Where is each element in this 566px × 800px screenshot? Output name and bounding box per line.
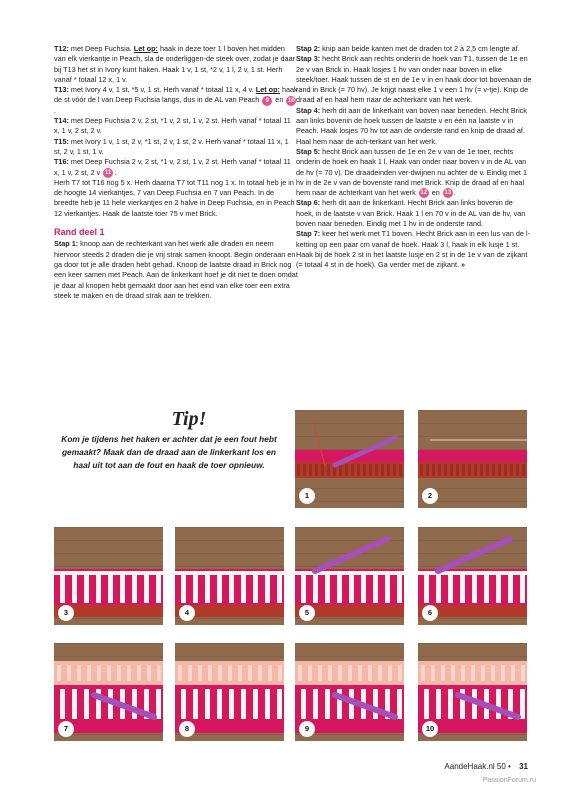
photo-number-badge: 5 (299, 605, 315, 621)
continue-arrow-icon: » (461, 260, 466, 270)
t12-text-a: met Deep Fuchsia. (68, 44, 134, 53)
section-title-rand-deel-1: Rand deel 1 (54, 227, 105, 238)
photo-number-badge: 7 (58, 721, 74, 737)
photo-3 (54, 527, 163, 625)
photo-2 (418, 410, 527, 508)
tip-title: Tip! (171, 408, 207, 430)
t13-text-a: met Ivory 4 v, 1 st, *5 v, 1 st. Herh vanaf * totaal 11 x, 4 v. (68, 85, 256, 95)
stap2-paragraph (296, 44, 532, 54)
t13-en: en (273, 95, 286, 105)
photo-ref-9: 9 (262, 96, 272, 106)
photo-number-badge: 3 (58, 605, 74, 621)
t13-paragraph: T13: met Ivory 4 v, 1 st, *5 v, 1 st. Herh vanaf * totaal 11 x, 4 v. Let op: haak de st vóór de l van Deep Fuchsia langs, dus in de AL van Peach 9 en 10. (54, 85, 298, 115)
photo-ref-11: 11 (105, 169, 112, 176)
t13-let-op: Let op: (255, 85, 280, 95)
photo-number-badge: 9 (299, 721, 315, 737)
tip-box (54, 408, 284, 472)
tip-text: Kom je tijdens het haken er achter dat je een fout hebt gemaakt? Maak dan de draad aan de linkerkant los en haal uit tot aan de fout en haak de toer opnieuw. (61, 434, 277, 470)
stap5-text: hecht Brick aan tussen de 1e en 2e v van de 1e toer, rechts onderin de hoek en haak 1 l. Haak van onder naar boven v in de AL van de hv (= 70 v). De draadeinden ver-dwijnen nu achter de v. Eindig met 1 hv in de 2e v van de bovenste rand met Brick. Knip de draad af en haal hem naar de achterkant van het werk (296, 146, 527, 198)
photo-number-badge: 8 (179, 721, 195, 737)
t15-text: met Ivory 1 v, 1 st, 2 v, *1 st, 2 v, 1 st, 2 v. Herh vanaf * totaal 11 x, 1 st, 2 v, 1 st, 1 v. (54, 136, 289, 156)
stap3-label: Stap 3: (296, 54, 321, 64)
t15-paragraph (54, 137, 298, 158)
right-text-column (296, 44, 532, 271)
photo-number-badge: 1 (299, 488, 315, 504)
t16-label: T16: (54, 157, 69, 167)
t14-text: met Deep Fuchsia 2 v, 2 st, *1 v, 2 st, 1 v, 2 st. Herh vanaf * totaal 11 x, 1 v, 2 st, 2 v. (54, 116, 291, 136)
photo-8 (175, 643, 284, 741)
stap1-text: knoop aan de rechterkant van het werk alle draden en neem hiervoor steeds 2 draden die je vrij strak samen knoopt. Begin onderaan en ga door tot je alle draden hebt gehad. Knoop de laatste draad in Brick nog een keer samen met Peach. Aan de linkerkant hoef je dit niet te doen omdat je daar al knopen hebt gemaakt door aan het eind van elke toer een extra steek te maken en de draad strak aan te trekken. (54, 239, 298, 300)
photo-ref-13: 13 (444, 190, 452, 197)
page-footer (444, 762, 528, 771)
herh-paragraph: Herh T7 tot T16 nog 5 x. Herh daarna T7 tot T11 nog 1 x. In totaal heb je in de hoogte 14 vierkantjes, 7 van Deep Fuchsia en 7 van Peach. In de breedte heb je 11 hele vierkantjes en 2 halve in Deep Fuchsia, en in Peach 12 vierkantjes. Haak de laatste toer 75 v met Brick. (54, 177, 295, 218)
photo-number-badge: 4 (179, 605, 195, 621)
photo-1 (295, 410, 404, 508)
stap1-paragraph (54, 239, 298, 301)
photo-6 (418, 527, 527, 625)
photo-9 (295, 643, 404, 741)
photo-ref-10: 10 (288, 97, 295, 104)
stap2-text: knip aan beide kanten met de draden tot 2 à 2,5 cm lengte af. (320, 44, 520, 53)
t12-label: T12: (54, 44, 69, 53)
stap5-label: Stap 5: (296, 146, 321, 156)
photo-number-badge: 6 (422, 605, 438, 621)
photo-ref-12: 12 (420, 190, 428, 197)
stap3-paragraph (296, 54, 532, 105)
photo-7 (54, 643, 163, 741)
t12-paragraph (54, 44, 298, 85)
stap6-label: Stap 6: (296, 198, 321, 208)
stap3-text: hecht Brick aan rechts onderin de hoek van T1, tussen de 1e en 2e v van Brick in. Haak losjes 1 hv van onder naar boven in elke steek/toer. Haak tussen de st en de 1e v in en haak door tot bovenaan de rand in Brick (= 70 hv). Je krijgt naast elke 1 v een 1 hv (= v-tje). Knip de draad af en haal hem naar de achterkant van het werk. (296, 54, 532, 105)
t12-text-b: haak in deze toer 1 l boven het midden van elk vierkantje in Peach, sla de onderliggen-de steek over, zodat je daar bij T13 het st in Ivory kunt haken. Haak 1 v, 1 st, *2 v, 1 l, 2 v, 1 st. Herh vanaf * totaal 12 x, 1 v. (54, 44, 296, 84)
stap7-label: Stap 7: (296, 229, 321, 239)
stap1-label: Stap 1: (54, 239, 79, 249)
photo-number-badge: 10 (422, 721, 438, 737)
stap6-paragraph (296, 198, 532, 229)
stap4-paragraph (296, 106, 532, 147)
stap5-paragraph: Stap 5: hecht Brick aan tussen de 1e en 2e v van de 1e toer, rechts onderin de hoek en haak 1 l. Haak van onder naar boven v in de AL van de hv (= 70 v). De draadeinden ver-dwijnen nu achter de v. Eindig met 1 hv in de 2e v van de bovenste rand met Brick. Knip de draad af en haal hem naar de achterkant van het werk 12 en 13 . (296, 146, 527, 198)
t16-paragraph: T16: met Deep Fuchsia 2 v, 2 st, *1 v, 2 st, 1 v, 2 st. Herh vanaf * totaal 11 x, 1 v, 2 st, 2 v 11 . (54, 157, 291, 177)
footer-site: AandeHaak.nl 50 (444, 762, 506, 771)
watermark: PassionForum.ru (482, 777, 536, 784)
stap4-label: Stap 4: (296, 105, 321, 115)
photo-4 (175, 527, 284, 625)
photo-number-badge: 2 (422, 488, 438, 504)
t16-text: met Deep Fuchsia 2 v, 2 st, *1 v, 2 st, 1 v, 2 st. Herh vanaf * totaal 11 x, 1 v, 2 st, 2 v (54, 157, 291, 177)
page-number: 31 (519, 762, 528, 771)
t12-let-op: Let op: (133, 44, 158, 53)
t15-label: T15: (54, 136, 69, 146)
t13-text-b: haak de st vóór de l van Deep Fuchsia langs, dus in de AL van Peach (54, 85, 298, 105)
t14-paragraph (54, 116, 298, 137)
left-text-column (54, 44, 298, 301)
stap7-text: keer het werk met T1 boven. Hecht Brick aan in een lus van de l-ketting op een paar cm vanaf de hoek. Haak 3 l, haak in elk lusje 1 st. Haak bij de hoek 2 st in het laatste lusje en 2 st in de 1e v van de zijkant (= totaal 4 st in de hoek). Ga verder met de zijkant. (296, 229, 530, 270)
stap4-text: herh dit aan de linkerkant van boven naar beneden. Hecht Brick aan links bovenin de hoek tussen de laatste v en één na laatste v in Peach. Haak losjes 70 hv tot aan de onderste rand en knip de draad af. Haal hem naar de ach-terkant van het werk. (296, 105, 527, 146)
stap7-paragraph (296, 229, 532, 270)
footer-bullet: • (508, 762, 511, 771)
stap5-en: en (429, 188, 442, 198)
stap6-text: herh dit aan de linkerkant. Hecht Brick aan links bovenin de hoek, in de laatste v van Brick. Haak 1 l en 70 v in de AL van de hv, van boven naar beneden. Eindig met 1 hv in de onderste rand. (296, 198, 526, 229)
t13-label: T13: (54, 85, 69, 95)
stap2-label: Stap 2: (296, 44, 321, 53)
photo-10 (418, 643, 527, 741)
t14-label: T14: (54, 116, 69, 126)
photo-5 (295, 527, 404, 625)
